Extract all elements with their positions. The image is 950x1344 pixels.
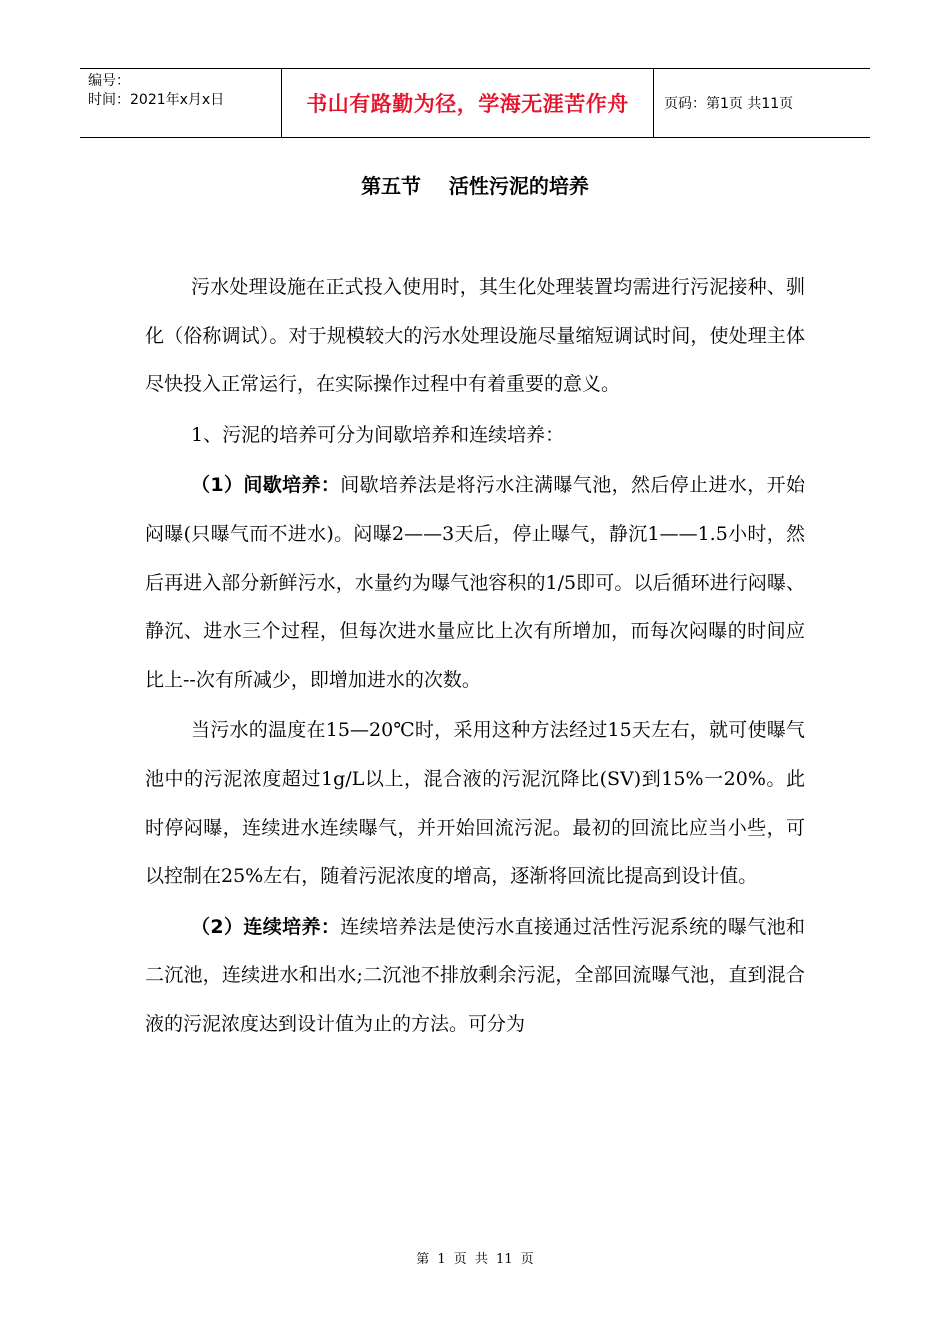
continuous-heading: （2）连续培养： <box>191 915 341 938</box>
header-motto-cell <box>282 69 654 137</box>
body-text <box>145 263 805 1051</box>
header-meta <box>80 69 282 137</box>
page-footer: 第 1 页 共 11 页 <box>416 1252 534 1267</box>
paragraph-intro: 污水处理设施在正式投入使用时，其生化处理装置均需进行污泥接种、驯化（俗称调试）。对于规模较大的污水处理设施尽量缩短调试时间，使处理主体尽快投入正常运行，在实际操作过程中有着重要的意义。 <box>145 276 805 396</box>
paragraph-intermittent <box>145 461 805 704</box>
continuous-text: 连续培养法是使污水直接通过活性污泥系统的曝气池和二沉池，连续进水和出水;二沉池不排放剩余污泥，全部回流曝气池，直到混合液的污泥浓度达到设计值为止的方法。可分为 <box>145 915 805 1035</box>
document-number-label: 编号： <box>88 73 130 89</box>
header-motto: 书山有路勤为径，学海无涯苦作舟 <box>306 92 629 116</box>
intermittent-text: 间歇培养法是将污水注满曝气池，然后停止进水，开始闷曝(只曝气而不进水)。闷曝2——3天后，停止曝气，静沉1——1.5小时，然后再进入部分新鲜污水，水量约为曝气池容积的1/5即可。以后循环进行闷曝、静沉、进水三个过程，但每次进水量应比上次有所增加，而每次闷曝的时间应比上--次有所减少，即增加进水的次数。 <box>145 474 805 691</box>
paragraph-cultivation-types: 1、污泥的培养可分为间歇培养和连续培养： <box>191 423 565 446</box>
intermittent-heading: （1）间歇培养： <box>191 474 341 497</box>
header-page-info: 页码：第1页 共11页 <box>664 96 794 112</box>
paragraph-temperature: 当污水的温度在15—20℃时，采用这种方法经过15天左右，就可使曝气池中的污泥浓度超过1g/L以上，混合液的污泥沉降比(SV)到15%一20%。此时停闷曝，连续进水连续曝气，并开始回流污泥。最初的回流比应当小些，可以控制在25%左右，随着污泥浓度的增高，逐渐将回流比提高到设计值。 <box>145 719 805 888</box>
header-page-info-cell <box>654 69 870 137</box>
page-header <box>80 68 870 138</box>
section-title: 第五节 活性污泥的培养 <box>361 174 589 198</box>
document-date: 时间：2021年x月x日 <box>88 92 225 108</box>
paragraph-continuous <box>145 903 805 1049</box>
